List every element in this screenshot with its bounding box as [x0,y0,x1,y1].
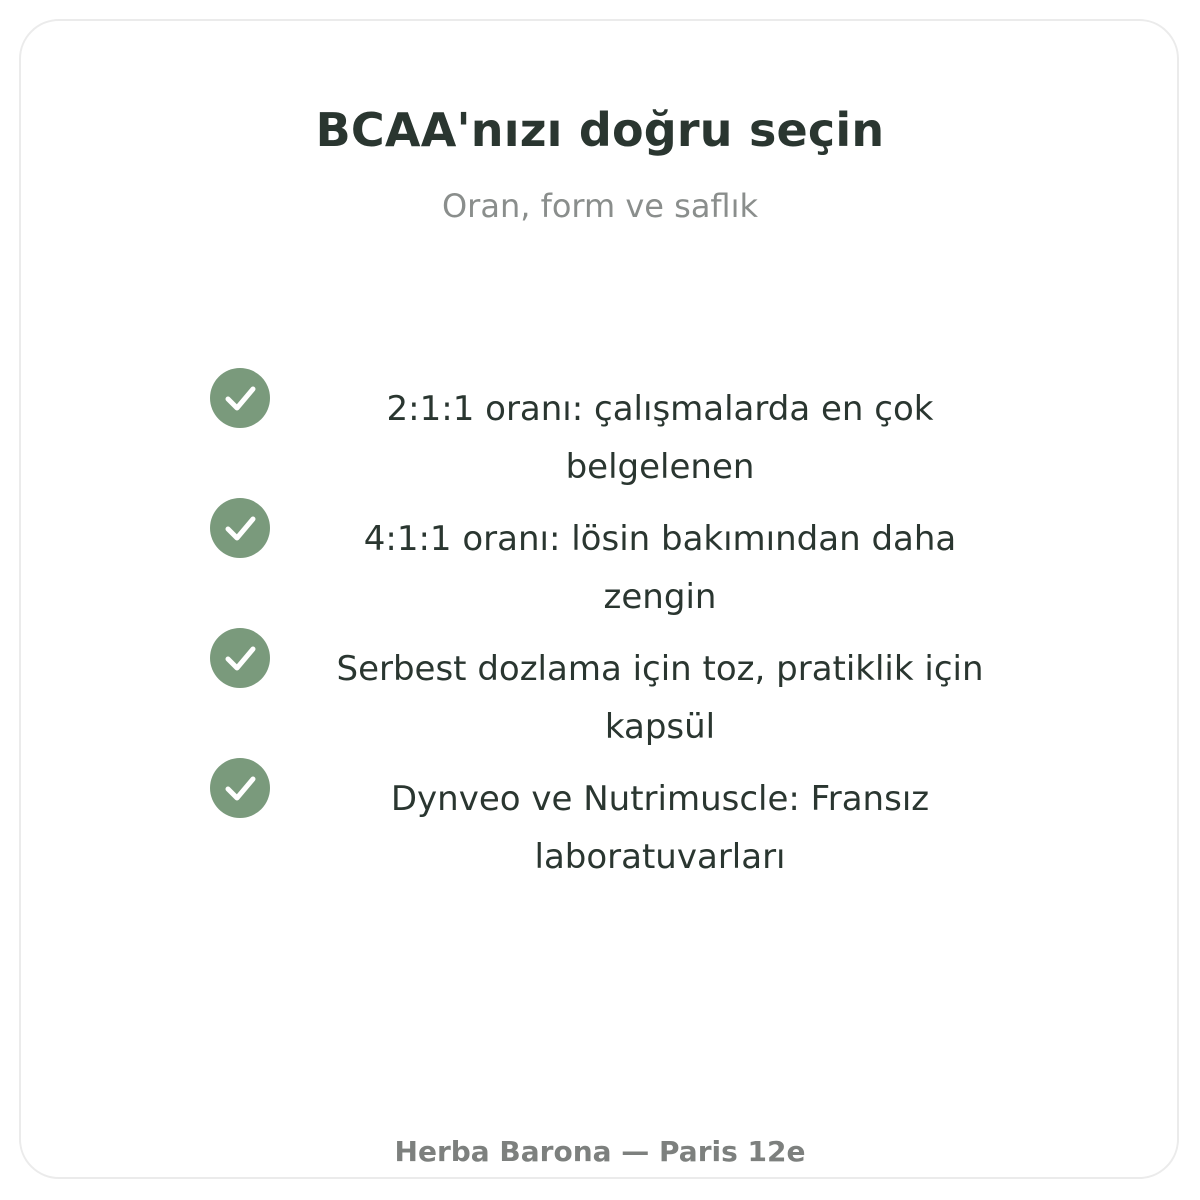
checklist [205,368,995,888]
list-item [205,758,995,888]
check-icon [210,758,270,818]
check-icon [210,498,270,558]
list-item-text: Serbest dozlama için toz, pratiklik için kapsül [336,649,984,747]
check-icon [210,628,270,688]
list-item [205,368,995,498]
list-item-text: 4:1:1 oranı: lösin bakımından daha zengin [363,519,957,617]
page-subtitle: Oran, form ve saflık [441,187,758,225]
list-item-text: 2:1:1 oranı: çalışmalarda en çok belgelenen [386,389,934,487]
list-item [205,628,995,758]
list-item [205,498,995,628]
page-title: BCAA'nızı doğru seçin [315,103,885,157]
list-item-text: Dynveo ve Nutrimuscle: Fransız laboratuvarları [390,779,930,877]
check-icon [210,368,270,428]
footer-credit: Herba Barona — Paris 12e [394,1135,806,1168]
